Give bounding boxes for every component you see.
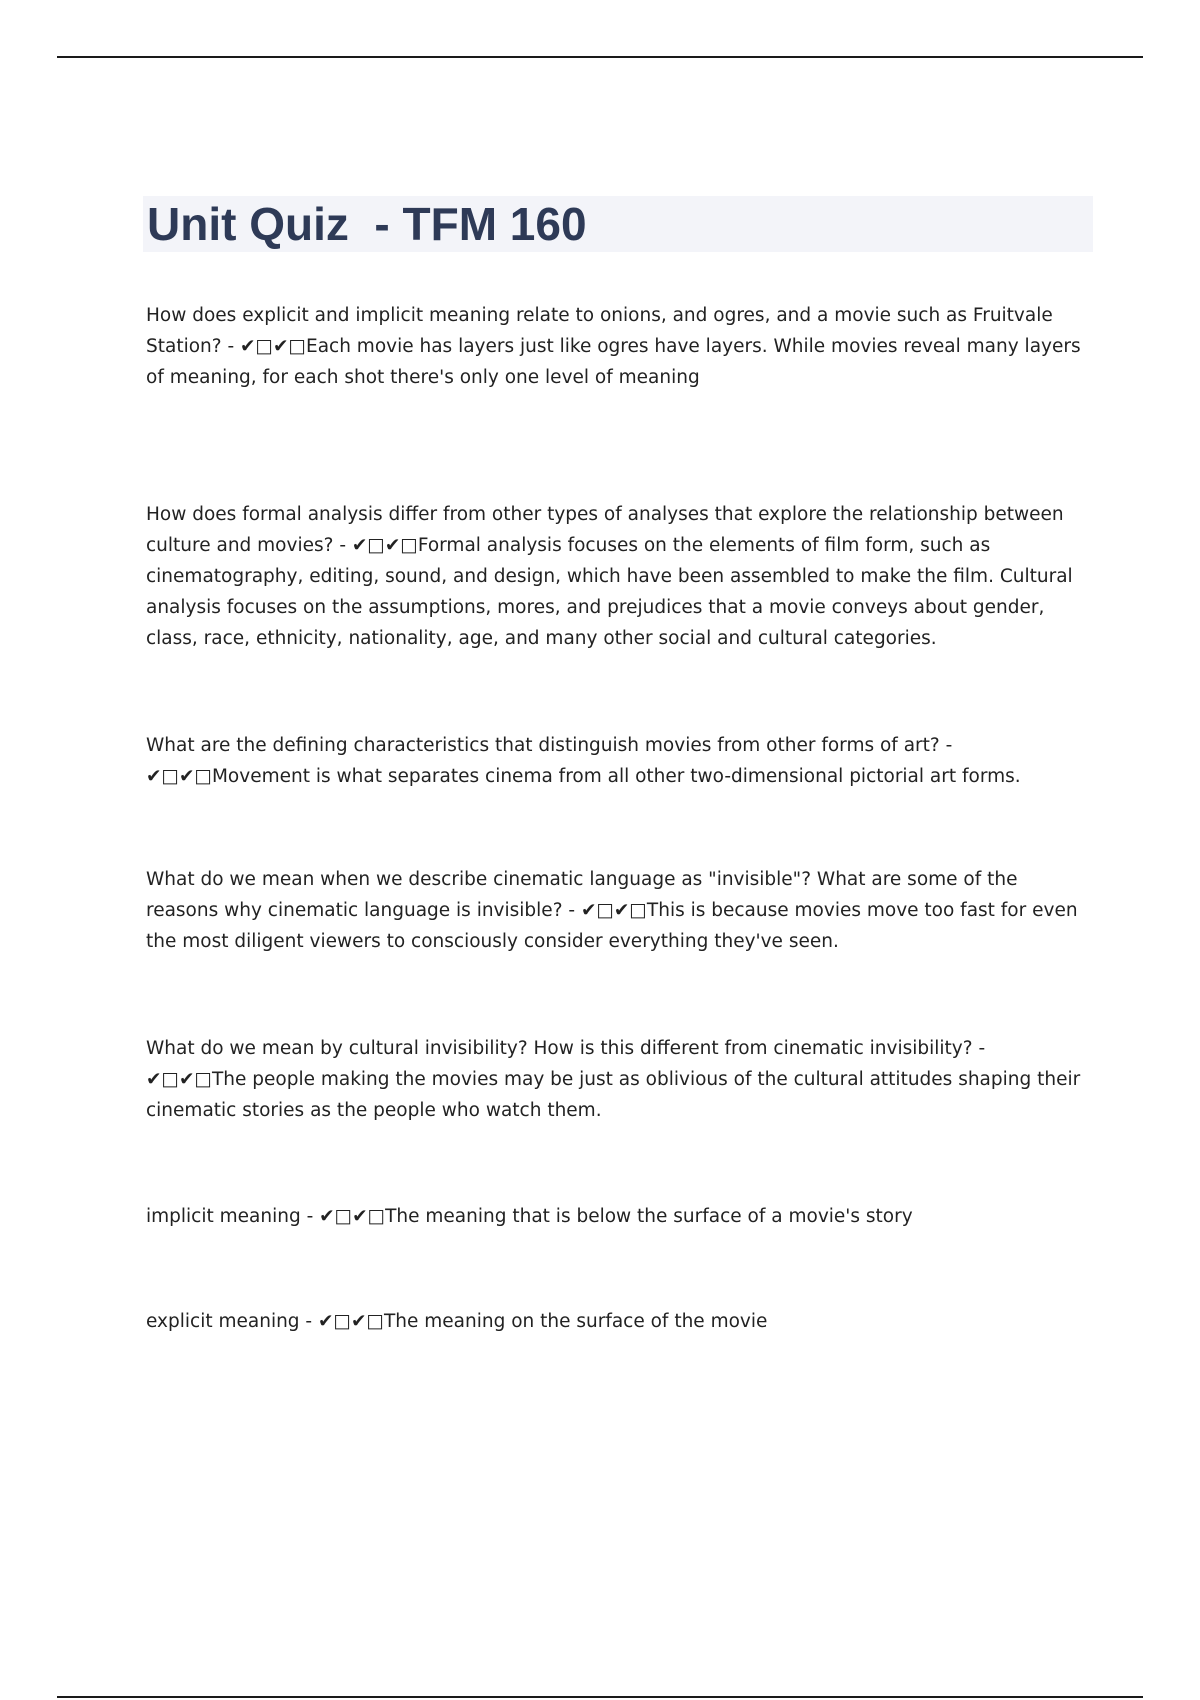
qa-item-4 bbox=[146, 864, 1091, 957]
answer-text: Formal analysis focuses on the elements of film form, such as cinematography, editing, sound, and design, which have been assembled to make the film. Cultural analysis focuses on the assumptions, mores, and prejudices that a movie conveys about gender, class, race, ethnicity, nationality, age, and many other social and cultural categories. bbox=[146, 535, 1073, 649]
question-text: How does formal analysis differ from other types of analyses that explore the relationship between culture and movies? bbox=[146, 504, 1064, 556]
check-separator: - ✔□✔□ bbox=[333, 535, 418, 556]
question-text: What do we mean when we describe cinematic language as "invisible"? What are some of the reasons why cinematic language is invisible? bbox=[146, 869, 1018, 921]
qa-item-3 bbox=[146, 730, 1091, 792]
answer-text: This is because movies move too fast for even the most diligent viewers to consciously consider everything they've seen. bbox=[146, 900, 1078, 952]
answer-text: The people making the movies may be just as oblivious of the cultural attitudes shaping their cinematic stories as the people who watch them. bbox=[146, 1069, 1081, 1121]
qa-item-7 bbox=[146, 1306, 1091, 1337]
question-text: How does explicit and implicit meaning relate to onions, and ogres, and a movie such as Fruitvale Station? bbox=[146, 305, 1053, 357]
qa-item-6 bbox=[146, 1201, 1091, 1232]
page-title: Unit Quiz - TFM 160 bbox=[147, 198, 587, 250]
answer-text: The meaning on the surface of the movie bbox=[383, 1311, 768, 1332]
question-text: What do we mean by cultural invisibility? How is this different from cinematic invisibility? bbox=[146, 1038, 973, 1059]
check-separator: - ✔□✔□ bbox=[299, 1311, 384, 1332]
question-text: What are the defining characteristics that distinguish movies from other forms of art? bbox=[146, 735, 940, 756]
check-separator: - ✔□✔□ bbox=[221, 336, 306, 357]
title-band bbox=[143, 196, 1093, 252]
answer-text: The meaning that is below the surface of a movie's story bbox=[385, 1206, 913, 1227]
question-text: explicit meaning bbox=[146, 1311, 300, 1332]
qa-item-5 bbox=[146, 1033, 1091, 1126]
answer-text: Each movie has layers just like ogres have layers. While movies reveal many layers of meaning, for each shot there's only one level of meaning bbox=[146, 336, 1081, 388]
check-separator: - ✔□✔□ bbox=[300, 1206, 386, 1227]
answer-text: Movement is what separates cinema from all other two-dimensional pictorial art forms. bbox=[211, 766, 1021, 787]
footer-rule bbox=[57, 1696, 1143, 1698]
question-text: implicit meaning bbox=[146, 1206, 301, 1227]
check-separator: - ✔□✔□ bbox=[146, 1038, 986, 1090]
qa-item-1 bbox=[146, 300, 1091, 393]
qa-item-2 bbox=[146, 499, 1091, 654]
check-separator: - ✔□✔□ bbox=[562, 900, 647, 921]
check-separator: - ✔□✔□ bbox=[146, 735, 953, 787]
header-rule bbox=[57, 56, 1143, 58]
